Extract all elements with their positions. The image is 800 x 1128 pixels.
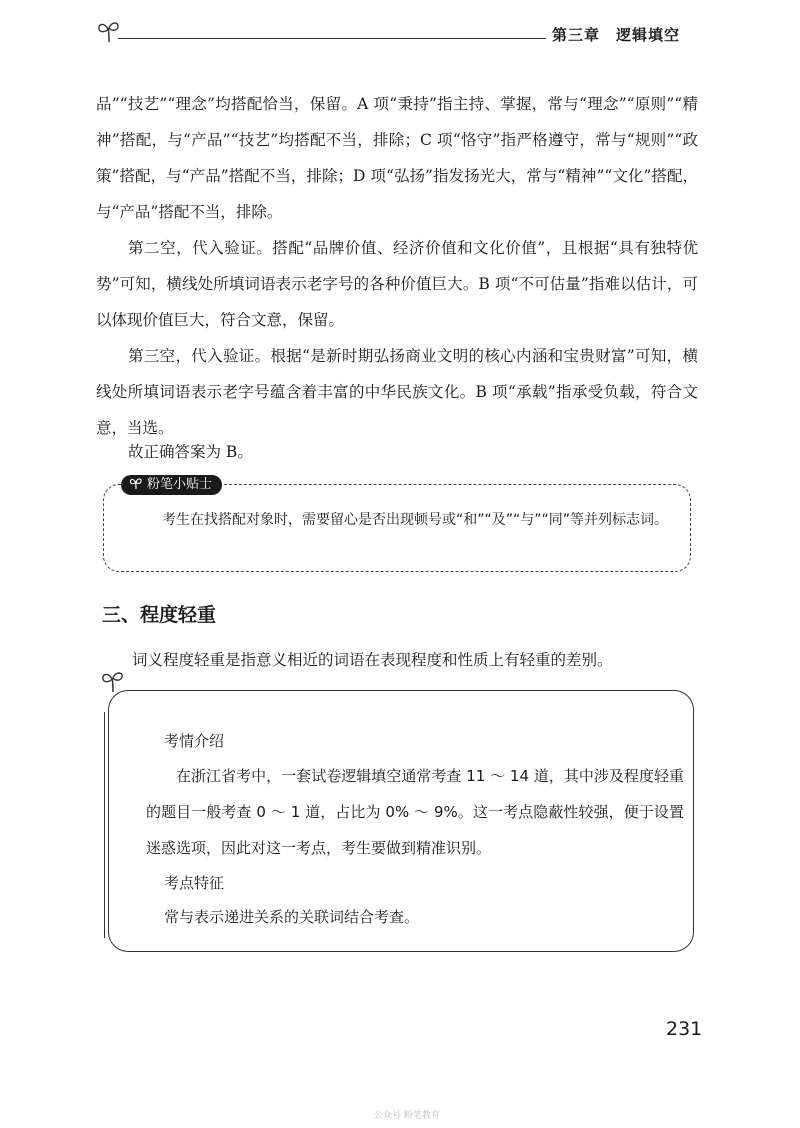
footer-watermark: 公众号 粉笔教育 [374, 1111, 440, 1121]
paragraph-2: 第二空，代入验证。搭配“品牌价值、经济价值和文化价值”，且根据“具有独特优势”可知，横线处所填词语表示老字号的各种价值巨大。B 项“不可估量”指难以估计，可以体现价值巨大，符合文意，保留。 [96, 239, 698, 329]
info-side-rule [104, 712, 105, 938]
paragraph-1: 品”“技艺”“理念”均搭配恰当，保留。A 项“秉持”指主持、掌握，常与“理念”“原则”“精神”搭配，与“产品”“技艺”均搭配不当，排除；C 项“恪守”指严格遵守，常与“规则”“政策”搭配，与“产品”搭配不当，排除；D 项“弘扬”指发扬光大，常与“精神”“文化”搭配，与“产品”搭配不当，排除。 [96, 95, 698, 221]
page-number: 231 [666, 1018, 703, 1040]
paragraph-3: 第三空，代入验证。根据“是新时期弘扬商业文明的核心内涵和宝贵财富”可知，横线处所填词语表示老字号蕴含着丰富的中华民族文化。B 项“承载”指承受负载，符合文意，当选。 [96, 347, 698, 437]
section-title: 三、程度轻重 [102, 604, 217, 626]
tip-text: 考生在找搭配对象时，需要留心是否出现顿号或“和”“及”“与”“同”等并列标志词。 [162, 512, 669, 528]
info-heading-1: 考情介绍 [164, 732, 225, 750]
info-body-2: 常与表示递进关系的关联词结合考查。 [164, 908, 420, 926]
sprout-icon [96, 18, 122, 44]
header-rule [118, 38, 546, 39]
info-heading-2: 考点特征 [164, 874, 225, 892]
tip-sprout-icon [129, 476, 143, 490]
info-body-1: 在浙江省考中，一套试卷逻辑填空通常考查 11 ～ 14 道，其中涉及程度轻重的题目一般考查 0 ～ 1 道，占比为 0% ～ 9%。这一考点隐蔽性较强，便于设置迷惑选项，因此对这一考点，考生要做到精准识别。 [146, 767, 684, 857]
chapter-title: 第三章 逻辑填空 [552, 26, 681, 44]
paragraph-4: 故正确答案为 B。 [128, 443, 253, 461]
tip-tag [121, 475, 222, 495]
section-description: 词义程度轻重是指意义相近的词语在表现程度和性质上有轻重的差别。 [132, 651, 613, 669]
tip-tag-label: 粉笔小贴士 [147, 477, 213, 492]
